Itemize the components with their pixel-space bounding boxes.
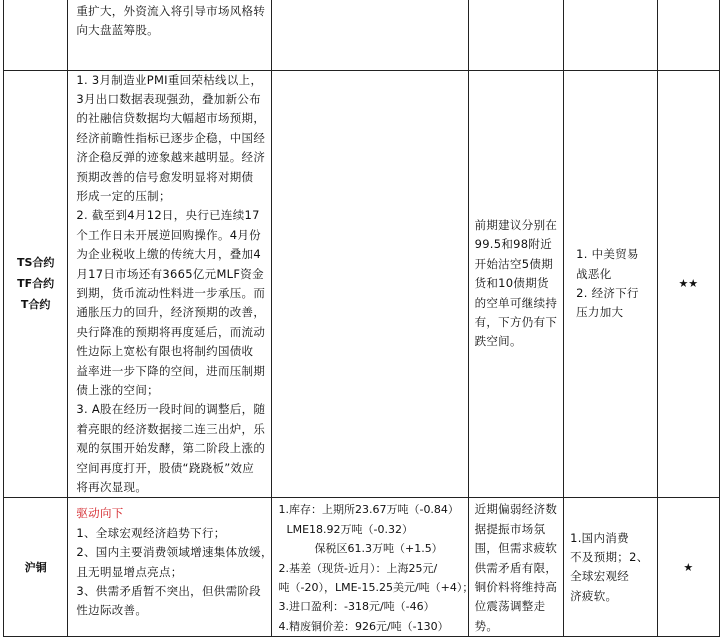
- text-line: 将再次显现。: [76, 480, 148, 495]
- drive-heading: 驱动向下: [76, 506, 124, 521]
- text-line: 有，下方仍有下: [474, 315, 558, 330]
- text-line: 1.库存：上期所23.67万吨（-0.84）: [278, 503, 459, 517]
- text-line: 形成一定的压制；: [76, 188, 171, 203]
- text-line: 观的氛围开始发酵，第二阶段上涨的: [76, 441, 266, 456]
- variety-cell: [4, 70, 68, 498]
- text-line: 开始沽空5债期: [474, 256, 553, 271]
- contract-name: 沪铜: [24, 560, 47, 574]
- text-line: 央行降准的预期将再度延后，而流动: [76, 324, 266, 339]
- text-line: 1.国内消费: [570, 530, 629, 545]
- text-line: 性边际改善。: [76, 603, 148, 618]
- text-line: 债上涨的空间；: [76, 383, 159, 397]
- rating-cell: [657, 70, 719, 498]
- rating-cell: [657, 498, 719, 637]
- text-line: 的空单可继续持: [474, 295, 558, 310]
- text-line: 2. 截至到4月12日，央行已连续17: [76, 208, 260, 223]
- contract-name: TS合约: [16, 256, 55, 270]
- text-line: 着亮眼的经济数据接二连三出炉，乐: [76, 421, 266, 436]
- text-line: 重扩大，外资流入将引导市场风格转: [76, 4, 266, 18]
- text-line: 1. 3月制造业PMI重回荣枯线以上，: [76, 72, 263, 87]
- text-line: 铜价料将维持高: [474, 580, 558, 595]
- text-line: LME18.92万吨（-0.32）: [286, 522, 414, 536]
- text-line: 的社融信贷数据均大幅超市场预期，: [76, 111, 266, 126]
- view-cell: [468, 70, 564, 498]
- text-line: 2.基差（现货-近月）：上海25元/: [278, 561, 438, 575]
- text-line: 1、全球宏观经济趋势下行；: [76, 525, 226, 540]
- text-line: 2. 经济下行: [576, 285, 639, 300]
- text-line: 向大盘蓝筹股。: [76, 23, 159, 38]
- rating-stars: ★: [683, 560, 694, 574]
- data-cell: [272, 498, 474, 637]
- text-line: 3、供需矛盾暂不突出，但供需阶段: [76, 584, 261, 599]
- text-line: 益率进一步下降的空间，进而压制期: [76, 363, 266, 378]
- text-line: 通胀压力的回升，经济预期的改善，: [76, 305, 266, 320]
- text-line: 个工作日未开展逆回购操作。4月份: [76, 227, 261, 242]
- strategy-table: [3, 0, 720, 637]
- text-line: 预期改善的信号愈发明显将对期债: [76, 169, 254, 184]
- text-line: 为企业税收上缴的传统大月，叠加4: [76, 247, 261, 262]
- text-line: 3月出口数据表现强劲，叠加新公布: [76, 91, 261, 106]
- risk-cell: [564, 0, 658, 70]
- table-row: [4, 70, 720, 498]
- data-cell: [272, 0, 468, 70]
- logic-cell: [68, 70, 272, 498]
- text-line: 不及预期；2、: [570, 549, 649, 564]
- text-line: 99.5和98附近: [474, 237, 553, 252]
- logic-cell: [68, 0, 272, 70]
- text-line: 3. A股在经历一段时间的调整后，随: [76, 402, 266, 417]
- text-line: 1. 中美贸易: [576, 247, 639, 262]
- text-line: 围，但需求疲软: [474, 541, 558, 556]
- table-row: [4, 498, 720, 637]
- variety-cell: [4, 498, 68, 637]
- text-line: 全球宏观经: [570, 569, 630, 584]
- text-line: 2、国内主要消费领域增速集体放缓，: [76, 545, 273, 560]
- text-line: 到期，货币流动性料进一步承压。而: [76, 285, 266, 300]
- variety-cell: [4, 0, 68, 70]
- text-line: 据提振市场氛: [474, 521, 546, 536]
- text-line: 战恶化: [576, 266, 612, 281]
- risk-cell: [564, 498, 658, 637]
- text-line: 4.精废铜价差：926元/吨（-130）: [278, 619, 449, 633]
- text-line: 压力加大: [576, 305, 624, 320]
- text-line: 跌空间。: [474, 334, 522, 349]
- text-line: 月17日市场还有3665亿元MLF资金: [76, 266, 264, 281]
- text-line: 空间再度打开，股债“跷跷板”效应: [76, 460, 255, 475]
- view-cell: [468, 0, 564, 70]
- text-line: 且无明显增点亮点；: [76, 564, 183, 579]
- text-line: 济企稳反弹的迹象越来越明显。经济: [76, 150, 266, 165]
- text-line: 济疲软。: [570, 588, 618, 603]
- rating-cell: [657, 0, 719, 70]
- text-line: 前期建议分别在: [474, 218, 558, 233]
- contract-name: T合约: [20, 298, 51, 312]
- text-line: 位震荡调整走: [474, 599, 546, 614]
- text-line: 吨（-20），LME-15.25美元/吨（+4）；: [278, 581, 474, 595]
- text-line: 供需矛盾有限，: [474, 560, 558, 575]
- table-row: [4, 0, 720, 70]
- text-line: 性边际上宽松有限也将制约国债收: [76, 344, 254, 359]
- text-line: 货和10债期货: [474, 276, 549, 291]
- text-line: 近期偏弱经济数: [474, 502, 558, 517]
- text-line: 保税区61.3万吨（+1.5）: [314, 542, 443, 556]
- risk-cell: [564, 70, 658, 498]
- data-cell: [272, 70, 468, 498]
- contract-name: TF合约: [17, 277, 55, 291]
- text-line: 3.进口盈利：-318元/吨（-46）: [278, 600, 435, 614]
- text-line: 势。: [474, 618, 499, 633]
- text-line: 经济前瞻性指标已逐步企稳，中国经: [76, 130, 266, 145]
- logic-cell: [68, 498, 272, 637]
- view-cell: [468, 498, 564, 637]
- rating-stars: ★★: [678, 277, 699, 291]
